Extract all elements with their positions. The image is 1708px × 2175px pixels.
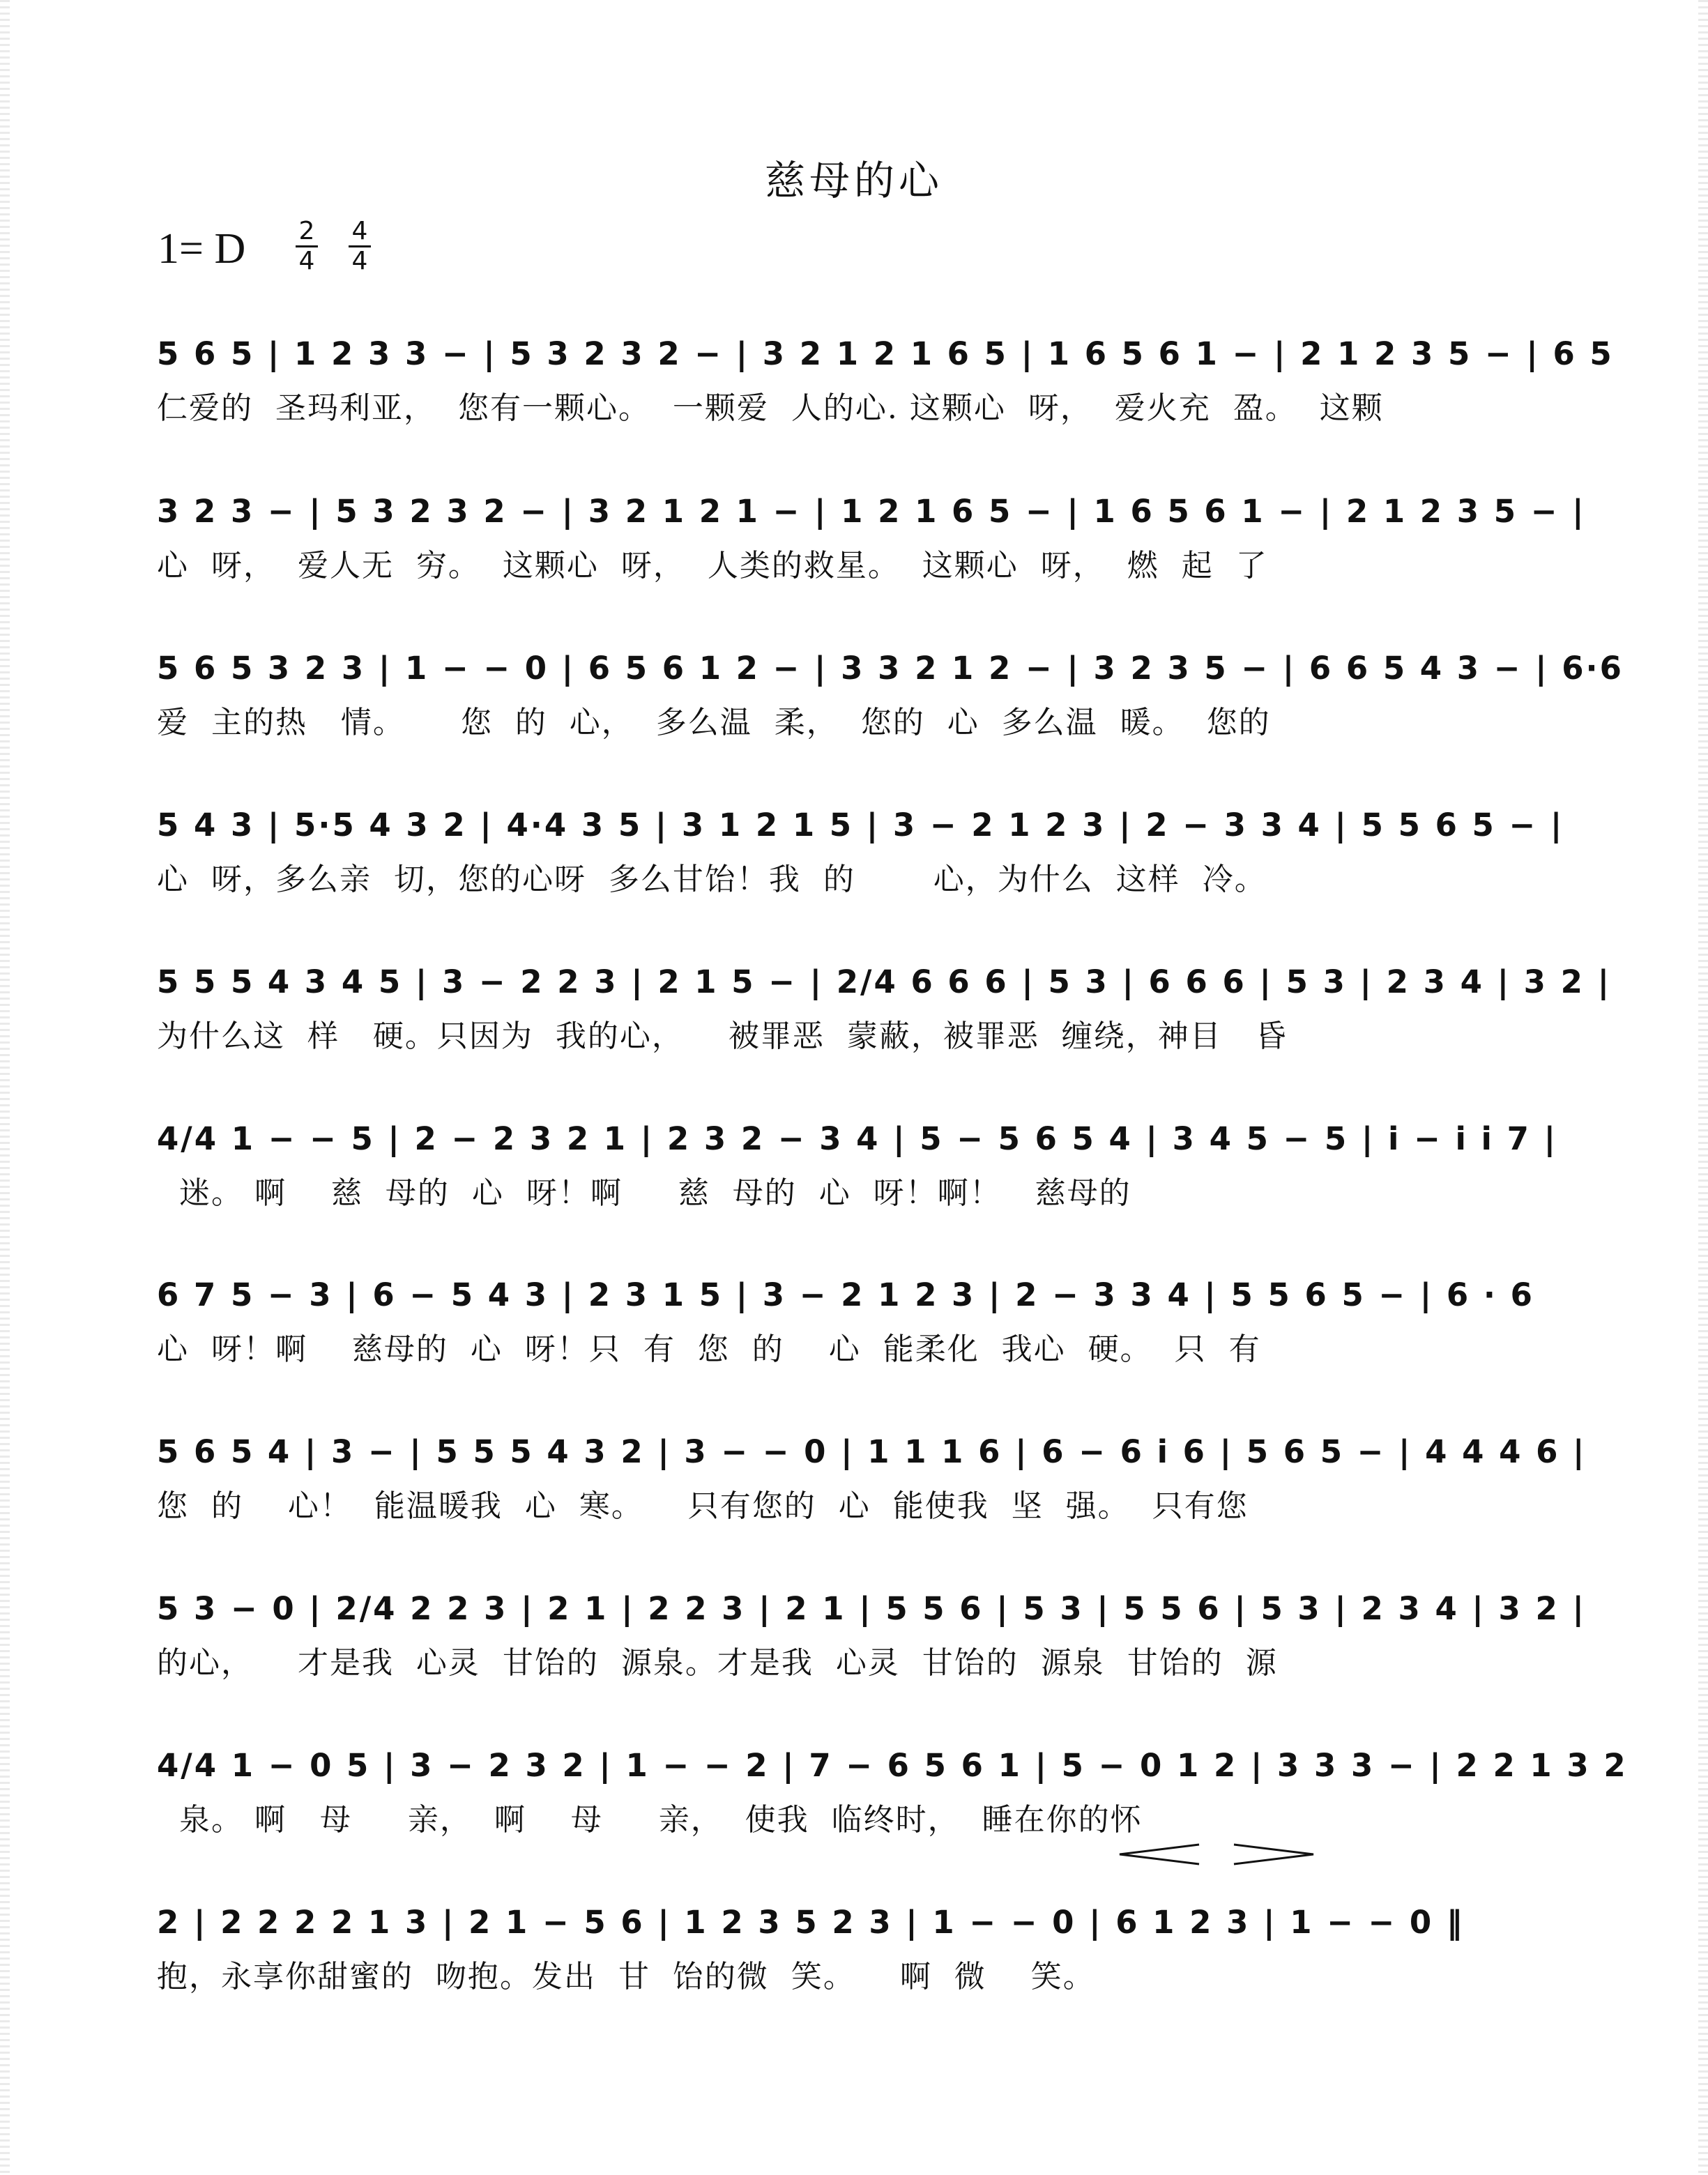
song-title: 慈母的心	[764, 157, 943, 204]
notes-line: 5 5 5 4 3 4 5 | 3 − 2 2 3 | 2 1 5 − | 2/4 6 6 6 | 5 3 | 6 6 6 | 5 3 | 2 3 4 | 3 2 |	[157, 963, 1612, 1000]
lyrics-line: 心 呀！啊 慈母的 心 呀！只 有 您 的 心 能柔化 我心 硬。 只 有	[157, 1331, 1261, 1367]
notes-line: 5 6 5 | 1 2 3 3 − | 5 3 2 3 2 − | 3 2 1 2 1 6 5 | 1 6 5 6 1 − | 2 1 2 3 5 − | 6 5	[157, 335, 1614, 372]
lyrics-line: 泉。 啊 母 亲， 啊 母 亲， 使我 临终时， 睡在你的怀	[157, 1802, 1143, 1838]
time-signature-2-4	[293, 218, 321, 275]
notes-line: 4/4 1 − − 5 | 2 − 2 3 2 1 | 2 3 2 − 3 4 | 5 − 5 6 5 4 | 3 4 5 − 5 | i − i i 7 |	[157, 1120, 1558, 1157]
notes-line: 5 3 − 0 | 2/4 2 2 3 | 2 1 | 2 2 3 | 2 1 | 5 5 6 | 5 3 | 5 5 6 | 5 3 | 2 3 4 | 3 2 |	[157, 1590, 1586, 1627]
notes-line: 2 | 2 2 2 2 1 3 | 2 1 − 5 6 | 1 2 3 5 2 3 | 1 − − 0 | 6 1 2 3 | 1 − − 0 ‖	[157, 1904, 1465, 1941]
dynamics-hairpin	[1115, 1842, 1325, 1867]
key-signature: 1= D	[158, 225, 246, 273]
notes-line: 4/4 1 − 0 5 | 3 − 2 3 2 | 1 − − 2 | 7 − 6 5 6 1 | 5 − 0 1 2 | 3 3 3 − | 2 2 1 3 2	[157, 1747, 1628, 1784]
lyrics-line: 心 呀， 爱人无 穷。 这颗心 呀， 人类的救星。 这颗心 呀， 燃 起 了	[157, 548, 1268, 583]
lyrics-line: 心 呀，多么亲 切，您的心呀 多么甘饴！我 的 心，为什么 这样 冷。	[157, 862, 1267, 897]
lyrics-line: 的心， 才是我 心灵 甘饴的 源泉。才是我 心灵 甘饴的 源泉 甘饴的 源	[157, 1645, 1278, 1681]
lyrics-line: 仁爱的 圣玛利亚， 您有一颗心。 一颗爱 人的心. 这颗心 呀， 爱火充 盈。 这颗	[157, 390, 1384, 426]
time-signature-top: 2	[298, 217, 315, 245]
lyrics-line: 您 的 心！ 能温暖我 心 寒。 只有您的 心 能使我 坚 强。 只有您	[157, 1488, 1249, 1524]
lyrics-line: 爱 主的热 情。 您 的 心， 多么温 柔， 您的 心 多么温 暖。 您的	[157, 705, 1271, 740]
lyrics-line: 为什么这 样 硬。只因为 我的心， 被罪恶 蒙蔽，被罪恶 缠绕，神目 昏	[157, 1018, 1288, 1054]
lyrics-line: 抱，永享你甜蜜的 吻抱。发出 甘 饴的微 笑。 啊 微 笑。	[157, 1959, 1095, 1994]
notes-line: 5 4 3 | 5·5 4 3 2 | 4·4 3 5 | 3 1 2 1 5 | 3 − 2 1 2 3 | 2 − 3 3 4 | 5 5 6 5 − |	[157, 807, 1564, 844]
crescendo-mark	[1120, 1845, 1199, 1864]
time-signature-top: 4	[351, 217, 368, 245]
page-edge-right	[1698, 0, 1708, 2175]
time-signature-bottom: 4	[351, 247, 368, 275]
lyrics-line: 迷。 啊 慈 母的 心 呀！啊 慈 母的 心 呀！啊！ 慈母的	[157, 1175, 1131, 1211]
page-edge-left	[0, 0, 10, 2175]
notes-line: 5 6 5 3 2 3 | 1 − − 0 | 6 5 6 1 2 − | 3 3 2 1 2 − | 3 2 3 5 − | 6 6 5 4 3 − | 6·6	[157, 650, 1624, 687]
time-signature-bottom: 4	[298, 247, 315, 275]
notes-line: 3 2 3 − | 5 3 2 3 2 − | 3 2 1 2 1 − | 1 2 1 6 5 − | 1 6 5 6 1 − | 2 1 2 3 5 − |	[157, 493, 1586, 530]
notes-line: 5 6 5 4 | 3 − | 5 5 5 4 3 2 | 3 − − 0 | 1 1 1 6 | 6 − 6 i 6 | 5 6 5 − | 4 4 4 6 |	[157, 1433, 1587, 1470]
notes-line: 6 7 5 − 3 | 6 − 5 4 3 | 2 3 1 5 | 3 − 2 1 2 3 | 2 − 3 3 4 | 5 5 6 5 − | 6 · 6	[157, 1276, 1534, 1313]
time-signature-4-4	[346, 218, 374, 275]
decrescendo-mark	[1234, 1845, 1313, 1864]
